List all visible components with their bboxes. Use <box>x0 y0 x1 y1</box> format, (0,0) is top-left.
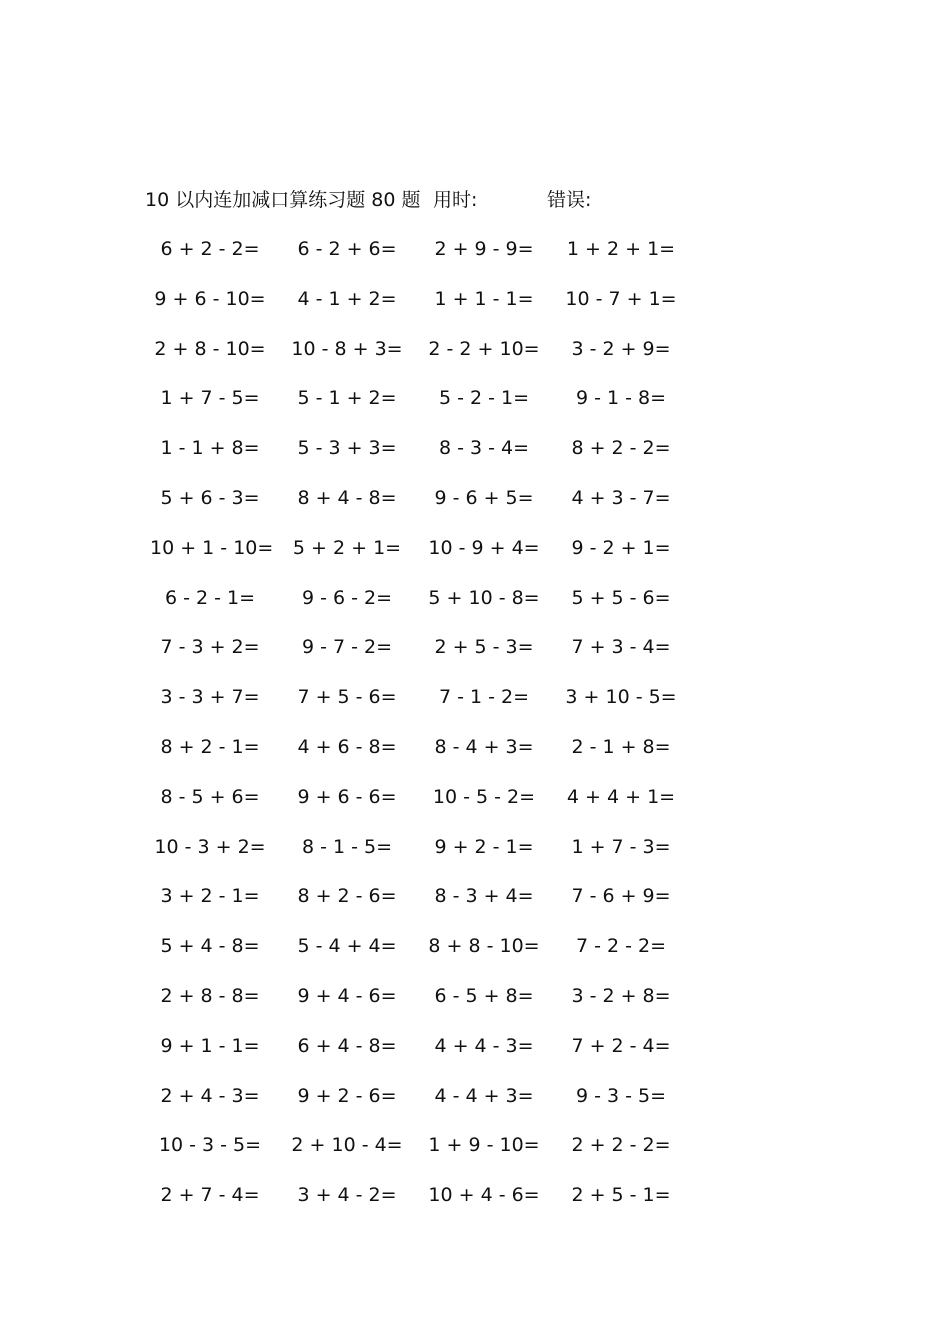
math-problem: 2 - 1 + 8= <box>571 735 671 758</box>
worksheet-title: 10 以内连加减口算练习题 80 题 <box>145 189 421 211</box>
problem-row <box>0 933 950 983</box>
math-problem: 9 - 6 - 2= <box>301 586 393 609</box>
math-problem: 5 + 4 - 8= <box>160 935 260 958</box>
math-problem: 4 - 4 + 3= <box>434 1084 534 1107</box>
math-problem: 7 - 2 - 2= <box>575 935 667 958</box>
math-problem: 9 - 1 - 8= <box>575 387 667 410</box>
math-problem: 3 - 2 + 9= <box>571 337 671 360</box>
math-problem: 4 - 1 + 2= <box>297 287 397 310</box>
math-problem: 2 + 2 - 2= <box>571 1134 671 1157</box>
math-problem: 2 + 8 - 8= <box>160 984 260 1007</box>
math-problem: 2 + 10 - 4= <box>291 1134 403 1157</box>
math-problem: 8 + 2 - 6= <box>297 885 397 908</box>
time-used-label: 用时: <box>433 189 478 211</box>
math-problem: 9 + 2 - 1= <box>434 835 534 858</box>
math-problem: 9 - 3 - 5= <box>575 1084 667 1107</box>
math-problem: 9 - 2 + 1= <box>571 536 671 559</box>
math-problem: 5 + 6 - 3= <box>160 486 260 509</box>
problem-grid <box>0 236 950 1232</box>
problem-row <box>0 634 950 684</box>
math-problem: 8 + 8 - 10= <box>428 935 540 958</box>
problem-row <box>0 883 950 933</box>
math-problem: 9 + 6 - 10= <box>154 287 266 310</box>
math-problem: 2 + 5 - 3= <box>434 636 534 659</box>
problem-row <box>0 1033 950 1083</box>
math-problem: 7 - 1 - 2= <box>438 686 530 709</box>
math-problem: 10 - 7 + 1= <box>565 287 677 310</box>
math-problem: 9 + 6 - 6= <box>297 785 397 808</box>
math-problem: 10 + 1 - 10= <box>150 536 274 559</box>
math-problem: 10 - 8 + 3= <box>291 337 403 360</box>
math-problem: 2 - 2 + 10= <box>428 337 540 360</box>
math-problem: 8 + 2 - 1= <box>160 735 260 758</box>
math-problem: 6 + 2 - 2= <box>160 238 260 260</box>
math-problem: 5 - 4 + 4= <box>297 935 397 958</box>
problem-row <box>0 336 950 386</box>
math-problem: 5 - 1 + 2= <box>297 387 397 410</box>
worksheet-header <box>145 187 805 213</box>
math-problem: 4 + 6 - 8= <box>297 735 397 758</box>
math-problem: 7 + 5 - 6= <box>297 686 397 709</box>
math-problem: 1 + 2 + 1= <box>566 238 676 260</box>
problem-row <box>0 834 950 884</box>
problem-row <box>0 734 950 784</box>
math-problem: 7 - 3 + 2= <box>160 636 260 659</box>
math-problem: 2 + 4 - 3= <box>160 1084 260 1107</box>
math-problem: 2 + 8 - 10= <box>154 337 266 360</box>
math-problem: 8 - 3 - 4= <box>438 437 530 460</box>
math-problem: 8 + 2 - 2= <box>571 437 671 460</box>
problem-row <box>0 1132 950 1182</box>
math-problem: 7 + 3 - 4= <box>571 636 671 659</box>
math-problem: 1 + 9 - 10= <box>428 1134 540 1157</box>
math-problem: 4 + 3 - 7= <box>571 486 671 509</box>
math-problem: 1 + 7 - 5= <box>160 387 260 410</box>
math-problem: 9 + 4 - 6= <box>297 984 397 1007</box>
math-problem: 2 + 5 - 1= <box>571 1184 671 1207</box>
math-problem: 1 + 1 - 1= <box>434 287 534 310</box>
math-problem: 5 + 5 - 6= <box>571 586 671 609</box>
math-problem: 10 - 9 + 4= <box>428 536 540 559</box>
problem-row <box>0 385 950 435</box>
math-problem: 8 + 4 - 8= <box>297 486 397 509</box>
math-problem: 5 + 10 - 8= <box>428 586 540 609</box>
math-problem: 1 - 1 + 8= <box>160 437 260 460</box>
math-problem: 2 + 9 - 9= <box>434 238 534 260</box>
problem-row <box>0 286 950 336</box>
math-problem: 3 + 2 - 1= <box>160 885 260 908</box>
math-problem: 10 - 3 - 5= <box>158 1134 262 1157</box>
math-problem: 6 + 4 - 8= <box>297 1034 397 1057</box>
math-problem: 9 + 1 - 1= <box>160 1034 260 1057</box>
math-problem: 4 + 4 + 1= <box>566 785 676 808</box>
problem-row <box>0 983 950 1033</box>
math-problem: 9 + 2 - 6= <box>297 1084 397 1107</box>
math-problem: 8 - 5 + 6= <box>160 785 260 808</box>
math-problem: 6 - 5 + 8= <box>434 984 534 1007</box>
problem-row <box>0 585 950 635</box>
math-problem: 4 + 4 - 3= <box>434 1034 534 1057</box>
math-problem: 10 - 5 - 2= <box>432 785 536 808</box>
problem-row <box>0 684 950 734</box>
math-problem: 8 - 4 + 3= <box>434 735 534 758</box>
error-count-label: 错误: <box>547 189 592 211</box>
math-problem: 9 - 7 - 2= <box>301 636 393 659</box>
math-problem: 5 - 3 + 3= <box>297 437 397 460</box>
math-problem: 9 - 6 + 5= <box>434 486 534 509</box>
math-problem: 8 - 1 - 5= <box>301 835 393 858</box>
math-problem: 3 - 2 + 8= <box>571 984 671 1007</box>
problem-row <box>0 1182 950 1232</box>
math-problem: 5 - 2 - 1= <box>438 387 530 410</box>
math-problem: 7 - 6 + 9= <box>571 885 671 908</box>
math-problem: 3 + 10 - 5= <box>565 686 677 709</box>
problem-row <box>0 236 950 286</box>
math-problem: 10 + 4 - 6= <box>428 1184 540 1207</box>
math-problem: 3 + 4 - 2= <box>297 1184 397 1207</box>
math-problem: 7 + 2 - 4= <box>571 1034 671 1057</box>
math-problem: 8 - 3 + 4= <box>434 885 534 908</box>
math-problem: 5 + 2 + 1= <box>292 536 402 559</box>
problem-row <box>0 784 950 834</box>
problem-row <box>0 485 950 535</box>
math-problem: 1 + 7 - 3= <box>571 835 671 858</box>
math-problem: 6 - 2 + 6= <box>297 238 397 260</box>
math-problem: 10 - 3 + 2= <box>154 835 266 858</box>
problem-row <box>0 1083 950 1133</box>
math-problem: 2 + 7 - 4= <box>160 1184 260 1207</box>
problem-row <box>0 435 950 485</box>
problem-row <box>0 535 950 585</box>
math-problem: 6 - 2 - 1= <box>164 586 256 609</box>
math-problem: 3 - 3 + 7= <box>160 686 260 709</box>
